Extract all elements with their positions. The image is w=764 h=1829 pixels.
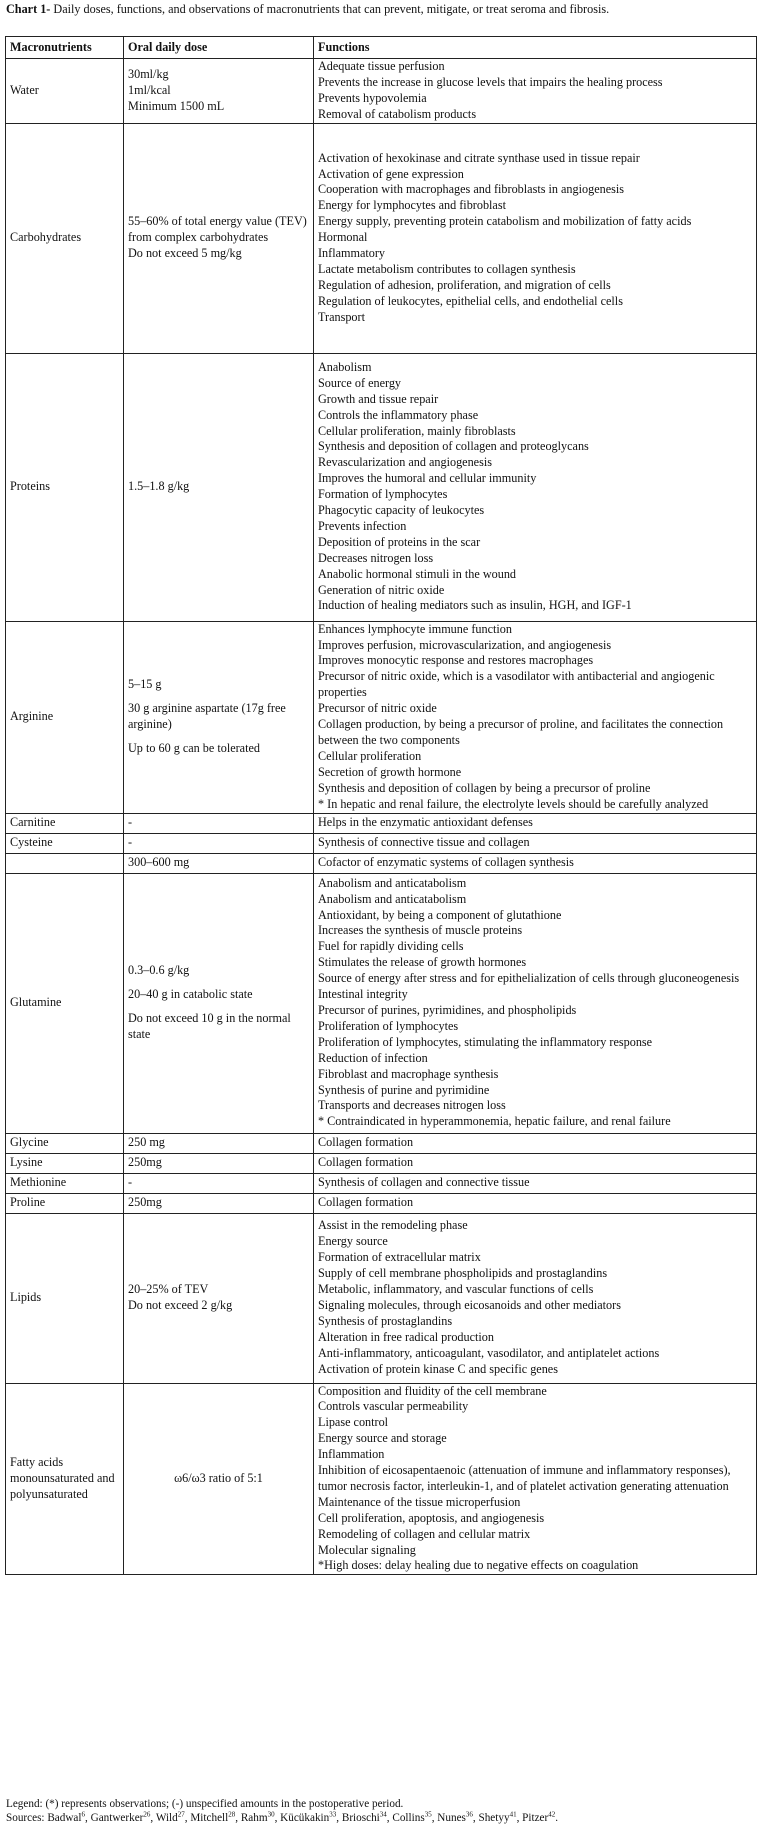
function-item: Proliferation of lymphocytes <box>318 1018 459 1033</box>
function-item: Collagen production, by being a precursor of proline, and facilitates the connection between the two components <box>318 717 724 747</box>
source-ref: 27 <box>177 1810 185 1819</box>
nutrient-cell: Lysine <box>6 1153 124 1173</box>
nutrient-cell <box>6 853 124 873</box>
function-item: Energy supply, preventing protein catabolism and mobilization of fatty acids <box>318 214 692 229</box>
function-item: Source of energy <box>318 375 402 390</box>
table-row <box>6 853 757 873</box>
function-item: Revascularization and angiogenesis <box>318 455 492 470</box>
macronutrients-table <box>5 36 757 1575</box>
nutrient-cell: Glycine <box>6 1133 124 1153</box>
source-name: Kücükakin <box>280 1812 330 1824</box>
function-item: Anabolic hormonal stimuli in the wound <box>318 566 517 581</box>
function-item: Cellular proliferation <box>318 748 422 763</box>
function-item: Hormonal <box>318 230 368 245</box>
nutrient-cell: Glutamine <box>6 873 124 1133</box>
header-dose: Oral daily dose <box>124 37 314 59</box>
source-ref: 42 <box>548 1810 556 1819</box>
function-item: Decreases nitrogen loss <box>318 550 434 565</box>
nutrient-cell: Water <box>6 59 124 124</box>
function-item: Prevents infection <box>318 518 407 533</box>
function-item: Improves perfusion, microvascularization, and angiogenesis <box>318 637 612 652</box>
function-item: Metabolic, inflammatory, and vascular functions of cells <box>318 1282 594 1297</box>
sources-list: Badwal$^6$, Gantwerker$^{26}$, Wild$^{27}$, Mitchell$^{28}$, Rahm$^{30}$, Kücükakin$^{33}$, Brioschi$^{34}$, Collins$^{35}$, Nunes$^{36}$, Shetyy$^{41}$, Pitzer$^{42}$. <box>47 1810 559 1824</box>
function-item: Proliferation of lymphocytes, stimulating the inflammatory response <box>318 1034 653 1049</box>
caption-label: Chart 1- <box>6 2 51 16</box>
dose-cell <box>124 1213 314 1383</box>
function-item: Generation of nitric oxide <box>318 582 445 597</box>
dose-line: - <box>128 835 133 850</box>
dose-line: Up to 60 g can be tolerated <box>128 740 260 755</box>
function-item: Stimulates the release of growth hormones <box>318 955 527 970</box>
function-item: Synthesis of prostaglandins <box>318 1313 453 1328</box>
dose-line: 0.3–0.6 g/kg <box>128 963 190 978</box>
source-ref: 6 <box>81 1810 86 1819</box>
function-item: * Contraindicated in hyperammonemia, hepatic failure, and renal failure <box>318 1114 671 1129</box>
function-item: Synthesis of connective tissue and collagen <box>318 835 530 850</box>
function-item: Cell proliferation, apoptosis, and angiogenesis <box>318 1510 545 1525</box>
functions-cell <box>314 813 757 833</box>
function-item: Transport <box>318 309 365 324</box>
function-item: Deposition of proteins in the scar <box>318 534 481 549</box>
function-item: Precursor of nitric oxide, which is a vasodilator with antibacterial and angiogenic properties <box>318 669 715 700</box>
dose-cell <box>124 353 314 621</box>
dose-cell <box>124 1153 314 1173</box>
function-item: Adequate tissue perfusion <box>318 59 445 73</box>
function-item: Cooperation with macrophages and fibroblasts in angiogenesis <box>318 182 624 197</box>
function-item: Fuel for rapidly dividing cells <box>318 939 464 954</box>
dose-line: 30 g arginine aspartate (17g free arginine) <box>128 701 286 732</box>
functions-cell <box>314 1193 757 1213</box>
function-item: Inhibition of eicosapentaenoic (attenuation of immune and inflammatory responses), tumor necrosis factor, interleukin-1, and of platelet activation generating attenuation <box>318 1463 731 1493</box>
dose-line: Do not exceed 5 mg/kg <box>128 246 242 261</box>
function-item: Antioxidant, by being a component of glutathione <box>318 907 562 922</box>
function-item: Composition and fluidity of the cell membrane <box>318 1383 547 1398</box>
dose-cell <box>124 621 314 813</box>
dose-line: 5–15 g <box>128 677 162 692</box>
functions-cell <box>314 1213 757 1383</box>
function-item: Maintenance of the tissue microperfusion <box>318 1494 521 1509</box>
function-item: Activation of hexokinase and citrate synthase used in tissue repair <box>318 150 640 165</box>
header-row <box>6 37 757 59</box>
function-item: Inflammatory <box>318 246 386 261</box>
table-row <box>6 1193 757 1213</box>
function-item: Phagocytic capacity of leukocytes <box>318 503 485 518</box>
sources-note <box>6 1811 558 1825</box>
table-row <box>6 813 757 833</box>
dose-line: Minimum 1500 mL <box>128 98 225 113</box>
function-item: Synthesis and deposition of collagen by being a precursor of proline <box>318 780 651 795</box>
dose-line: - <box>128 1175 133 1190</box>
dose-cell <box>124 853 314 873</box>
dose-cell <box>124 833 314 853</box>
function-item: Controls vascular permeability <box>318 1399 469 1414</box>
header-nutrient: Macronutrients <box>6 37 124 59</box>
dose-line: Do not exceed 10 g in the normal state <box>128 1011 291 1041</box>
nutrient-cell: Lipids <box>6 1213 124 1383</box>
dose-cell <box>124 1193 314 1213</box>
function-item: Secretion of growth hormone <box>318 764 462 779</box>
source-name: Pitzer <box>522 1812 549 1824</box>
functions-cell <box>314 1133 757 1153</box>
function-item: Transports and decreases nitrogen loss <box>318 1098 506 1113</box>
source-name: Mitchell <box>190 1812 229 1824</box>
function-item: Synthesis and deposition of collagen and proteoglycans <box>318 439 589 454</box>
dose-line: 20–25% of TEV <box>128 1282 209 1297</box>
function-item: Increases the synthesis of muscle proteins <box>318 923 523 938</box>
functions-cell <box>314 1153 757 1173</box>
nutrient-cell: Carbohydrates <box>6 123 124 353</box>
function-item: Lactate metabolism contributes to collagen synthesis <box>318 261 576 276</box>
function-item: Signaling molecules, through eicosanoids and other mediators <box>318 1298 621 1312</box>
function-item: Growth and tissue repair <box>318 391 439 406</box>
source-name: Collins <box>392 1812 425 1824</box>
nutrient-cell: Fatty acids monounsaturated and polyunsaturated <box>6 1383 124 1575</box>
function-item: Removal of catabolism products <box>318 106 477 121</box>
function-item: Activation of protein kinase C and specific genes <box>318 1361 558 1376</box>
dose-line: 20–40 g in catabolic state <box>128 987 253 1002</box>
dose-line: 250mg <box>128 1155 162 1170</box>
function-item: Molecular signaling <box>318 1542 416 1557</box>
function-item: Formation of lymphocytes <box>318 487 448 502</box>
source-name: Gantwerker <box>90 1812 144 1824</box>
table-row <box>6 353 757 621</box>
function-item: Helps in the enzymatic antioxidant defenses <box>318 815 533 830</box>
function-item: Anti-inflammatory, anticoagulant, vasodilator, and antiplatelet actions <box>318 1345 660 1360</box>
table-row <box>6 1153 757 1173</box>
table-row <box>6 1133 757 1153</box>
function-item: Supply of cell membrane phospholipids and prostaglandins <box>318 1266 608 1281</box>
nutrient-cell: Arginine <box>6 621 124 813</box>
function-item: Fibroblast and macrophage synthesis <box>318 1066 499 1081</box>
functions-cell <box>314 123 757 353</box>
source-name: Shetyy <box>478 1812 510 1824</box>
function-item: *High doses: delay healing due to negative effects on coagulation <box>318 1558 639 1573</box>
table-row <box>6 873 757 1133</box>
function-item: Source of energy after stress and for epithelialization of cells through gluconeogenesis <box>318 971 740 986</box>
function-item: Reduction of infection <box>318 1050 428 1065</box>
source-name: Rahm <box>240 1812 268 1824</box>
table-row <box>6 1383 757 1575</box>
dose-cell <box>124 123 314 353</box>
source-ref: 36 <box>465 1810 473 1819</box>
source-ref: 28 <box>228 1810 236 1819</box>
dose-cell <box>124 1173 314 1193</box>
table-row <box>6 833 757 853</box>
table-row <box>6 1213 757 1383</box>
function-item: Anabolism and anticatabolism <box>318 875 467 890</box>
legend-note: Legend: (*) represents observations; (-) unspecified amounts in the postoperative period. <box>6 1798 404 1810</box>
chart-caption <box>6 2 756 17</box>
nutrient-cell: Carnitine <box>6 813 124 833</box>
table-row <box>6 1173 757 1193</box>
function-item: Collagen formation <box>318 1155 414 1170</box>
function-item: Collagen formation <box>318 1135 414 1150</box>
source-ref: 35 <box>424 1810 432 1819</box>
source-ref: 34 <box>379 1810 387 1819</box>
dose-line: Do not exceed 2 g/kg <box>128 1298 233 1312</box>
functions-cell <box>314 1173 757 1193</box>
nutrient-cell: Cysteine <box>6 833 124 853</box>
function-item: Enhances lymphocyte immune function <box>318 621 512 636</box>
function-item: Regulation of leukocytes, epithelial cells, and endothelial cells <box>318 293 623 308</box>
function-item: Energy source <box>318 1234 388 1249</box>
function-item: Remodeling of collagen and cellular matrix <box>318 1526 531 1541</box>
table-row <box>6 123 757 353</box>
dose-line: ω6/ω3 ratio of 5:1 <box>174 1470 263 1485</box>
function-item: Cellular proliferation, mainly fibroblasts <box>318 423 516 438</box>
caption-text: Daily doses, functions, and observations of macronutrients that can prevent, mitigate, or treat seroma and fibrosis. <box>50 2 610 16</box>
functions-cell <box>314 59 757 124</box>
function-item: * In hepatic and renal failure, the electrolyte levels should be carefully analyzed <box>318 796 709 811</box>
functions-cell <box>314 873 757 1133</box>
functions-cell <box>314 353 757 621</box>
function-item: Lipase control <box>318 1415 389 1430</box>
function-item: Cofactor of enzymatic systems of collagen synthesis <box>318 855 574 870</box>
functions-cell <box>314 1383 757 1575</box>
function-item: Controls the inflammatory phase <box>318 407 479 422</box>
dose-line: - <box>128 815 133 830</box>
table-row <box>6 621 757 813</box>
function-item: Anabolism <box>318 359 372 374</box>
table-row <box>6 59 757 124</box>
dose-line: 300–600 mg <box>128 855 190 870</box>
dose-cell <box>124 59 314 124</box>
function-item: Precursor of nitric oxide <box>318 701 437 716</box>
source-ref: 33 <box>329 1810 337 1819</box>
function-item: Synthesis of purine and pyrimidine <box>318 1082 490 1097</box>
functions-cell <box>314 833 757 853</box>
dose-line: 250 mg <box>128 1135 165 1150</box>
dose-cell <box>124 873 314 1133</box>
source-ref: 30 <box>267 1810 275 1819</box>
function-item: Formation of extracellular matrix <box>318 1250 481 1265</box>
nutrient-cell: Proteins <box>6 353 124 621</box>
function-item: Precursor of purines, pyrimidines, and phospholipids <box>318 1003 577 1017</box>
dose-cell <box>124 813 314 833</box>
sources-label: Sources: <box>6 1812 48 1824</box>
function-item: Alteration in free radical production <box>318 1329 494 1344</box>
source-name: Brioschi <box>341 1812 380 1824</box>
dose-line: 250mg <box>128 1195 162 1210</box>
function-item: Improves the humoral and cellular immunity <box>318 471 537 486</box>
function-item: Inflammation <box>318 1447 385 1462</box>
function-item: Collagen formation <box>318 1195 414 1210</box>
dose-cell <box>124 1133 314 1153</box>
function-item: Assist in the remodeling phase <box>318 1218 468 1233</box>
nutrient-cell: Proline <box>6 1193 124 1213</box>
function-item: Prevents hypovolemia <box>318 90 427 105</box>
header-functions: Functions <box>314 37 757 59</box>
nutrient-cell: Methionine <box>6 1173 124 1193</box>
function-item: Energy for lymphocytes and fibroblast <box>318 198 506 213</box>
source-name: Badwal <box>47 1812 82 1824</box>
function-item: Energy source and storage <box>318 1431 447 1446</box>
source-name: Nunes <box>437 1812 466 1824</box>
function-item: Induction of healing mediators such as insulin, HGH, and IGF-1 <box>318 598 632 613</box>
functions-cell <box>314 853 757 873</box>
source-name: Wild <box>155 1812 178 1824</box>
function-item: Anabolism and anticatabolism <box>318 891 467 906</box>
function-item: Regulation of adhesion, proliferation, and migration of cells <box>318 277 611 292</box>
function-item: Improves monocytic response and restores macrophages <box>318 653 594 668</box>
function-item: Intestinal integrity <box>318 987 408 1002</box>
dose-line: 1ml/kcal <box>128 82 171 97</box>
source-ref: 26 <box>143 1810 151 1819</box>
dose-cell <box>124 1383 314 1575</box>
function-item: Activation of gene expression <box>318 166 464 181</box>
dose-line: 1.5–1.8 g/kg <box>128 479 190 494</box>
function-item: Prevents the increase in glucose levels that impairs the healing process <box>318 74 663 89</box>
function-item: Synthesis of collagen and connective tissue <box>318 1175 530 1190</box>
dose-line: 30ml/kg <box>128 66 169 81</box>
functions-cell <box>314 621 757 813</box>
dose-line: 55–60% of total energy value (TEV) from complex carbohydrates <box>128 214 307 245</box>
source-ref: 41 <box>509 1810 517 1819</box>
